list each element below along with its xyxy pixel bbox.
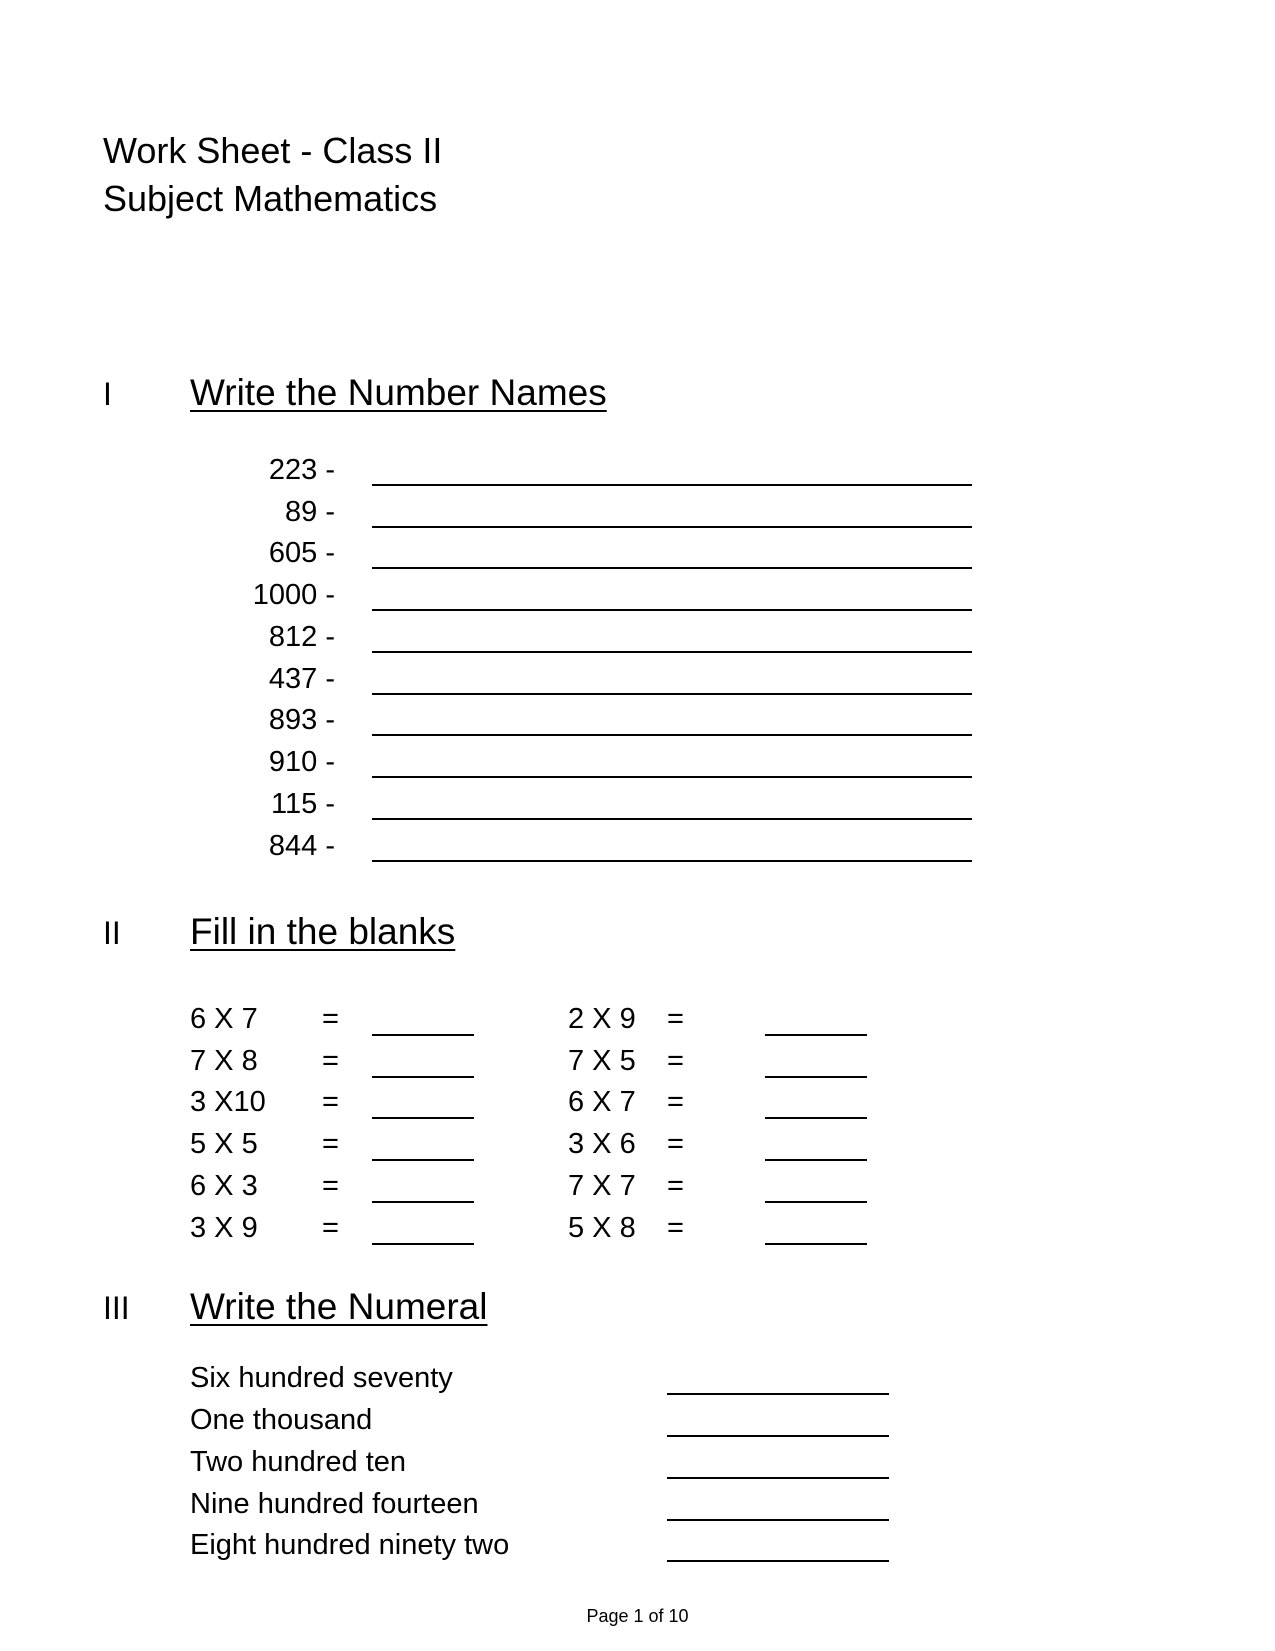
equals-sign: =	[667, 1170, 684, 1202]
answer-blank[interactable]	[765, 1201, 867, 1203]
number-item: 1000 -	[252, 579, 335, 611]
number-name-item: Two hundred ten	[190, 1446, 407, 1478]
answer-blank[interactable]	[372, 1117, 474, 1119]
multiplication-expression: 5 X 8	[568, 1212, 636, 1244]
number-name-item: Nine hundred fourteen	[190, 1488, 479, 1520]
equals-sign: =	[667, 1045, 684, 1077]
answer-blank[interactable]	[372, 1034, 474, 1036]
answer-blank[interactable]	[765, 1159, 867, 1161]
number-name-item: One thousand	[190, 1404, 373, 1436]
multiplication-expression: 2 X 9	[568, 1003, 636, 1035]
number-name-item: Six hundred seventy	[190, 1362, 453, 1394]
multiplication-expression: 6 X 7	[568, 1086, 636, 1118]
answer-blank[interactable]	[372, 1076, 474, 1078]
answer-line[interactable]	[667, 1519, 889, 1521]
section-2-numeral: II	[103, 915, 121, 951]
answer-line[interactable]	[372, 526, 972, 528]
section-3-heading: Write the Numeral	[190, 1286, 488, 1327]
multiplication-expression: 7 X 5	[568, 1045, 636, 1077]
equals-sign: =	[322, 1003, 339, 1035]
equals-sign: =	[667, 1128, 684, 1160]
number-item: 89 -	[285, 496, 335, 528]
number-item: 115 -	[271, 788, 335, 820]
answer-line[interactable]	[372, 651, 972, 653]
number-item: 844 -	[268, 830, 335, 862]
multiplication-expression: 6 X 7	[190, 1003, 258, 1035]
number-item: 605 -	[268, 537, 335, 569]
equals-sign: =	[667, 1003, 684, 1035]
section-1-heading: Write the Number Names	[190, 372, 607, 413]
number-item: 812 -	[268, 621, 335, 653]
multiplication-expression: 3 X10	[190, 1086, 266, 1118]
section-2-heading: Fill in the blanks	[190, 911, 456, 952]
multiplication-expression: 6 X 3	[190, 1170, 258, 1202]
answer-blank[interactable]	[372, 1159, 474, 1161]
equals-sign: =	[667, 1212, 684, 1244]
number-item: 910 -	[268, 746, 335, 778]
answer-blank[interactable]	[765, 1243, 867, 1245]
number-item: 437 -	[268, 663, 335, 695]
multiplication-expression: 7 X 8	[190, 1045, 258, 1077]
answer-line[interactable]	[667, 1477, 889, 1479]
answer-line[interactable]	[372, 484, 972, 486]
section-1-numeral: I	[103, 376, 112, 412]
number-item: 223 -	[268, 454, 335, 486]
multiplication-expression: 3 X 6	[568, 1128, 636, 1160]
number-item: 893 -	[268, 704, 335, 736]
equals-sign: =	[667, 1086, 684, 1118]
answer-line[interactable]	[372, 860, 972, 862]
answer-line[interactable]	[667, 1435, 889, 1437]
section-3-numeral: III	[103, 1290, 130, 1326]
number-name-item: Eight hundred ninety two	[190, 1529, 510, 1561]
answer-line[interactable]	[667, 1393, 889, 1395]
equals-sign: =	[322, 1086, 339, 1118]
answer-line[interactable]	[372, 734, 972, 736]
answer-blank[interactable]	[765, 1117, 867, 1119]
answer-line[interactable]	[372, 567, 972, 569]
equals-sign: =	[322, 1045, 339, 1077]
multiplication-expression: 3 X 9	[190, 1212, 258, 1244]
answer-line[interactable]	[372, 609, 972, 611]
answer-blank[interactable]	[372, 1243, 474, 1245]
multiplication-expression: 7 X 7	[568, 1170, 636, 1202]
subject-title: Subject Mathematics	[103, 178, 438, 219]
answer-blank[interactable]	[765, 1076, 867, 1078]
worksheet-title: Work Sheet - Class II	[103, 130, 443, 171]
answer-line[interactable]	[667, 1560, 889, 1562]
answer-line[interactable]	[372, 776, 972, 778]
multiplication-expression: 5 X 5	[190, 1128, 258, 1160]
answer-blank[interactable]	[372, 1201, 474, 1203]
answer-blank[interactable]	[765, 1034, 867, 1036]
answer-line[interactable]	[372, 693, 972, 695]
answer-line[interactable]	[372, 818, 972, 820]
page-number: Page 1 of 10	[586, 1606, 689, 1626]
equals-sign: =	[322, 1170, 339, 1202]
equals-sign: =	[322, 1128, 339, 1160]
equals-sign: =	[322, 1212, 339, 1244]
